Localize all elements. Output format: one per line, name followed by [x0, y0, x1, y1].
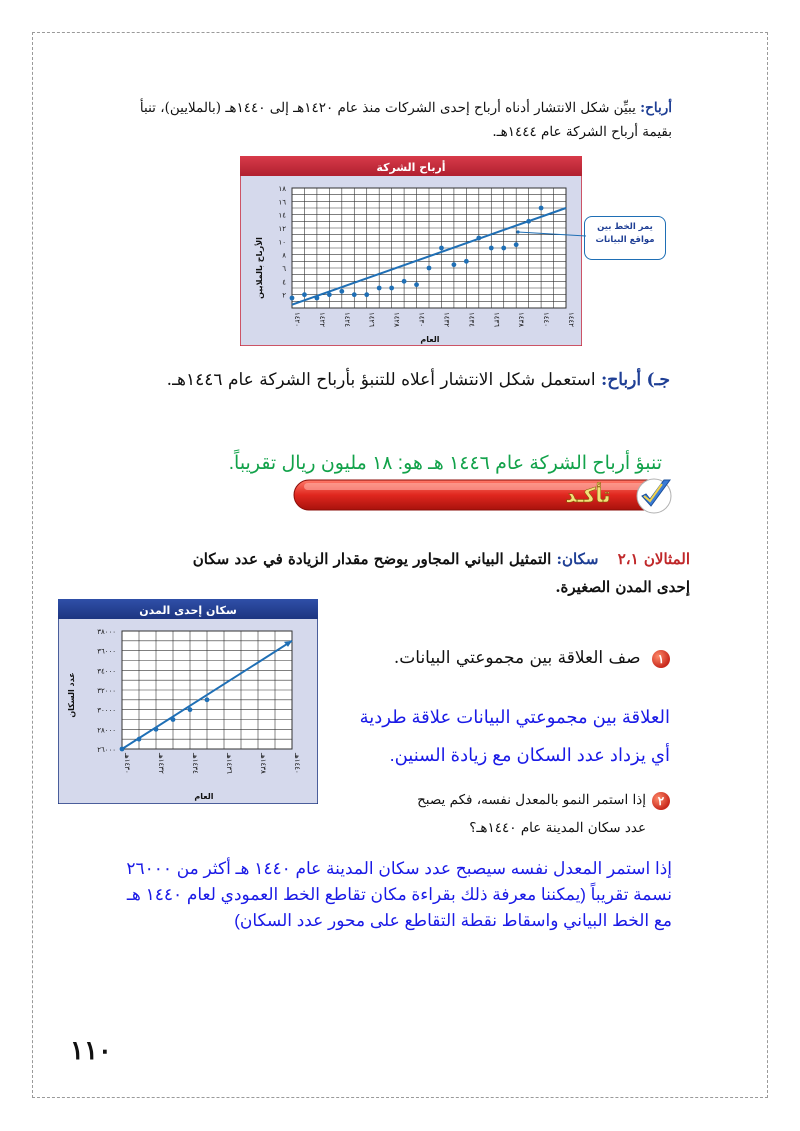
question-c-text: استعمل شكل الانتشار أعلاه للتنبؤ بأرباح الشركة عام ١٤٤٦هـ. — [166, 370, 596, 390]
profits-data-point — [476, 236, 481, 241]
profits-scatter-chart — [240, 156, 582, 346]
question-1-text: صف العلاقة بين مجموعتي البيانات. — [393, 648, 641, 668]
question-1 — [270, 648, 670, 668]
population-data-point — [154, 727, 159, 732]
profits-data-point — [501, 246, 506, 251]
profits-data-point — [290, 296, 295, 301]
profits-y-tick: ٦ — [282, 265, 286, 273]
profits-data-point — [539, 206, 544, 211]
profits-data-point — [427, 266, 432, 271]
population-y-tick: ٣٤٠٠٠ — [97, 667, 116, 676]
question-c — [110, 370, 670, 390]
question-c-letter: جـ) — [646, 370, 670, 390]
population-y-tick: ٣٨٠٠٠ — [97, 628, 116, 636]
trend-callout — [584, 216, 666, 260]
profits-data-point — [315, 296, 320, 301]
population-x-tick: ١٤٣٦هـ — [225, 753, 233, 774]
profits-x-tick: ١٤٢٤ — [342, 312, 351, 328]
profits-y-tick: ١٢ — [278, 225, 286, 233]
profits-chart-title: أرباح الشركة — [376, 161, 446, 174]
profits-x-tick: ١٤٢٨ — [392, 312, 401, 328]
profits-xlabel: العام — [420, 335, 440, 344]
question-c-label: أرباح: — [600, 370, 642, 390]
profits-y-tick: ١٤ — [278, 211, 286, 220]
check-understanding-banner — [292, 474, 682, 516]
profits-data-point — [377, 286, 382, 291]
profits-data-point — [352, 292, 357, 297]
answer-1-line-2: أي يزداد عدد السكان مع زيادة السنين. — [389, 745, 670, 765]
profits-data-point — [452, 262, 457, 267]
profits-data-point — [402, 279, 407, 284]
population-y-tick: ٢٨٠٠٠ — [97, 726, 116, 735]
question-2-number: ٢ — [652, 792, 670, 810]
trend-callout-text: يمر الخط بين مواقع البيانات — [595, 222, 655, 245]
population-y-tick: ٣٦٠٠٠ — [97, 647, 116, 656]
population-data-point — [137, 737, 142, 742]
profits-ylabel: الأرباح بالملايين — [255, 237, 264, 299]
population-x-tick: ١٤٣٢هـ — [157, 753, 165, 774]
example-population-label: سكان: — [556, 550, 599, 568]
profits-x-tick: ١٤٣٦ — [492, 312, 501, 328]
profits-x-tick: ١٤٤٢ — [567, 312, 575, 328]
example-numbers: المثالان ٢،١ — [617, 550, 690, 568]
profits-y-tick: ١٨ — [278, 185, 286, 193]
profits-x-tick: ١٤٢٦ — [367, 312, 376, 328]
profits-y-tick: ١٦ — [278, 198, 286, 207]
example-population-text — [190, 545, 690, 601]
question-2-line-1: إذا استمر النمو بالمعدل نفسه، فكم يصبح — [417, 792, 646, 808]
population-x-tick: ١٤٤٠هـ — [293, 753, 301, 774]
profits-data-point — [389, 286, 394, 291]
question-2-line-2: عدد سكان المدينة عام ١٤٤٠هـ؟ — [469, 820, 646, 836]
profits-x-tick: ١٤٢٠ — [293, 312, 301, 328]
profits-y-tick: ٢ — [282, 291, 286, 300]
example-population-body: التمثيل البياني المجاور يوضح مقدار الزيادة في عدد سكان إحدى المدن الصغيرة. — [192, 550, 690, 596]
population-y-tick: ٣٠٠٠٠ — [97, 706, 116, 715]
profits-data-point — [414, 282, 419, 287]
page-number: ١١٠ — [70, 1036, 112, 1066]
profits-data-point — [514, 242, 519, 247]
population-x-tick: ١٤٣٨هـ — [259, 753, 267, 774]
example-profits-text — [112, 96, 672, 144]
population-x-tick: ١٤٣٠هـ — [123, 753, 131, 774]
population-data-point — [188, 707, 193, 712]
profits-data-point — [489, 246, 494, 251]
population-data-point — [205, 697, 210, 702]
population-xlabel: العام — [194, 792, 214, 801]
question-1-number: ١ — [652, 650, 670, 668]
profits-y-tick: ٤ — [282, 278, 286, 287]
profits-data-point — [439, 246, 444, 251]
callout-pointer — [516, 226, 588, 240]
profits-data-point — [327, 292, 332, 297]
profits-x-tick: ١٤٣٠ — [417, 312, 426, 328]
answer-2: إذا استمر المعدل نفسه سيصبح عدد سكان المدينة عام ١٤٤٠ هـ أكثر من ٢٦٠٠٠ نسمة تقريباً (يمكننا معرفة ذلك بقراءة مكان تقاطع الخط العمودي لعام ١٤٤٠ هـ مع الخط البياني واسقاط نقطة التقاطع على محور عدد السكان) — [126, 859, 672, 930]
profits-data-point — [464, 259, 469, 264]
profits-x-tick: ١٤٣٢ — [442, 312, 451, 328]
population-y-tick: ٢٦٠٠٠ — [97, 746, 116, 754]
profits-data-point — [526, 219, 531, 224]
profits-data-point — [339, 289, 344, 294]
population-data-point — [171, 717, 176, 722]
answer-1-line-1: العلاقة بين مجموعتي البيانات علاقة طردية — [359, 707, 670, 727]
profits-data-point — [364, 292, 369, 297]
profits-x-tick: ١٤٣٨ — [517, 312, 526, 328]
checkmark-icon — [637, 479, 671, 513]
profits-y-tick: ١٠ — [278, 238, 286, 247]
population-x-tick: ١٤٣٤هـ — [191, 753, 199, 774]
population-chart-title: سكان إحدى المدن — [139, 604, 237, 617]
answer-1 — [250, 698, 670, 774]
profits-x-tick: ١٤٤٠ — [542, 312, 551, 328]
banner-label: تأكـد — [565, 483, 611, 507]
profits-y-tick: ٨ — [282, 251, 286, 260]
answer-c: تنبؤ أرباح الشركة عام ١٤٤٦ هـ هو: ١٨ مليون ريال تقريباً. — [228, 453, 662, 474]
profits-x-tick: ١٤٣٤ — [467, 312, 476, 328]
population-y-tick: ٣٢٠٠٠ — [97, 687, 116, 695]
question-2 — [310, 786, 670, 842]
profits-x-tick: ١٤٢٢ — [317, 312, 326, 328]
example-profits-body: يبيِّن شكل الانتشار أدناه أرباح إحدى الشركات منذ عام ١٤٢٠هـ إلى ١٤٤٠هـ (بالملايين)، تنبأ بقيمة أرباح الشركة عام ١٤٤٤هـ. — [139, 100, 672, 140]
profits-data-point — [302, 292, 307, 297]
population-ylabel: عدد السكان — [67, 672, 76, 718]
population-data-point — [120, 747, 125, 752]
example-profits-label: أرباح: — [640, 100, 672, 116]
